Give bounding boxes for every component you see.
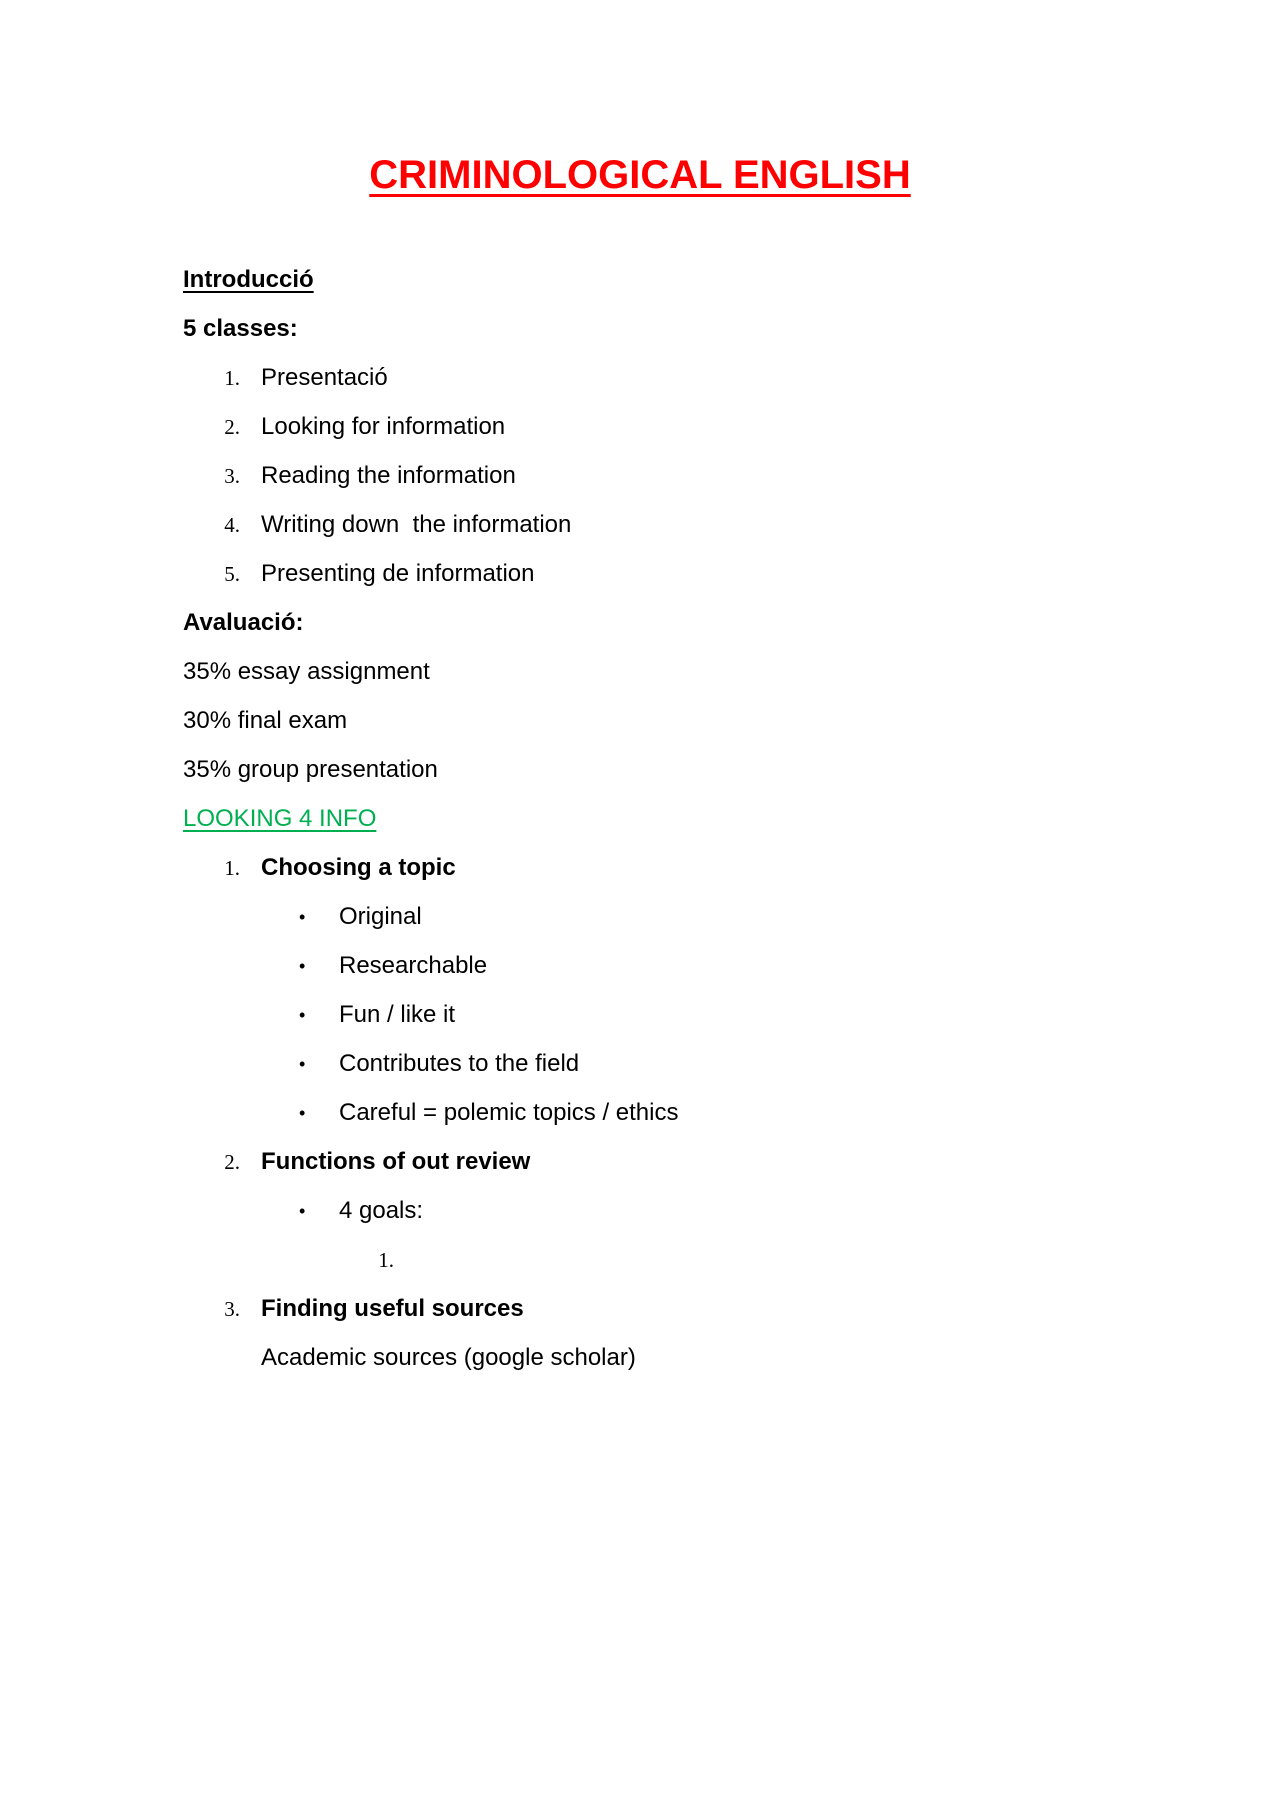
list-number: 3. [224, 464, 240, 488]
list-item: Looking for information [261, 413, 506, 440]
bullet-icon: • [299, 1054, 306, 1074]
bullet-item: 4 goals: [339, 1197, 424, 1224]
step-number: 3. [224, 1297, 240, 1321]
bullet-item: Fun / like it [339, 1001, 456, 1028]
list-item: Writing down the information [261, 511, 572, 538]
step-title-functions-review: Functions of out review [261, 1148, 531, 1175]
bullet-item: Contributes to the field [339, 1050, 580, 1077]
bullet-icon: • [299, 1005, 306, 1025]
list-item: Presenting de information [261, 560, 535, 587]
bullet-icon: • [299, 956, 306, 976]
list-number: 2. [224, 415, 240, 439]
bullet-item: Researchable [339, 952, 488, 979]
evaluation-item: 35% essay assignment [183, 658, 430, 685]
looking-info-heading: LOOKING 4 INFO [183, 805, 377, 832]
list-number: 5. [224, 562, 240, 586]
list-number: 1. [224, 366, 240, 390]
list-number: 4. [224, 513, 240, 537]
bullet-item: Careful = polemic topics / ethics [339, 1099, 679, 1126]
classes-label: 5 classes: [183, 315, 298, 342]
evaluation-heading: Avaluació: [183, 609, 304, 636]
bullet-item: Original [339, 903, 422, 930]
list-item: Reading the information [261, 462, 516, 489]
list-item: Presentació [261, 364, 388, 391]
document-title: CRIMINOLOGICAL ENGLISH [369, 153, 911, 197]
intro-heading: Introducció [183, 266, 314, 293]
bullet-icon: • [299, 907, 306, 927]
sub-list-number: 1. [378, 1248, 394, 1272]
step-title-choosing-topic: Choosing a topic [261, 854, 456, 881]
bullet-icon: • [299, 1201, 306, 1221]
evaluation-item: 30% final exam [183, 707, 348, 734]
step-note: Academic sources (google scholar) [261, 1344, 636, 1371]
step-number: 1. [224, 856, 240, 880]
evaluation-item: 35% group presentation [183, 756, 438, 783]
step-title-finding-sources: Finding useful sources [261, 1295, 524, 1322]
step-number: 2. [224, 1150, 240, 1174]
bullet-icon: • [299, 1103, 306, 1123]
